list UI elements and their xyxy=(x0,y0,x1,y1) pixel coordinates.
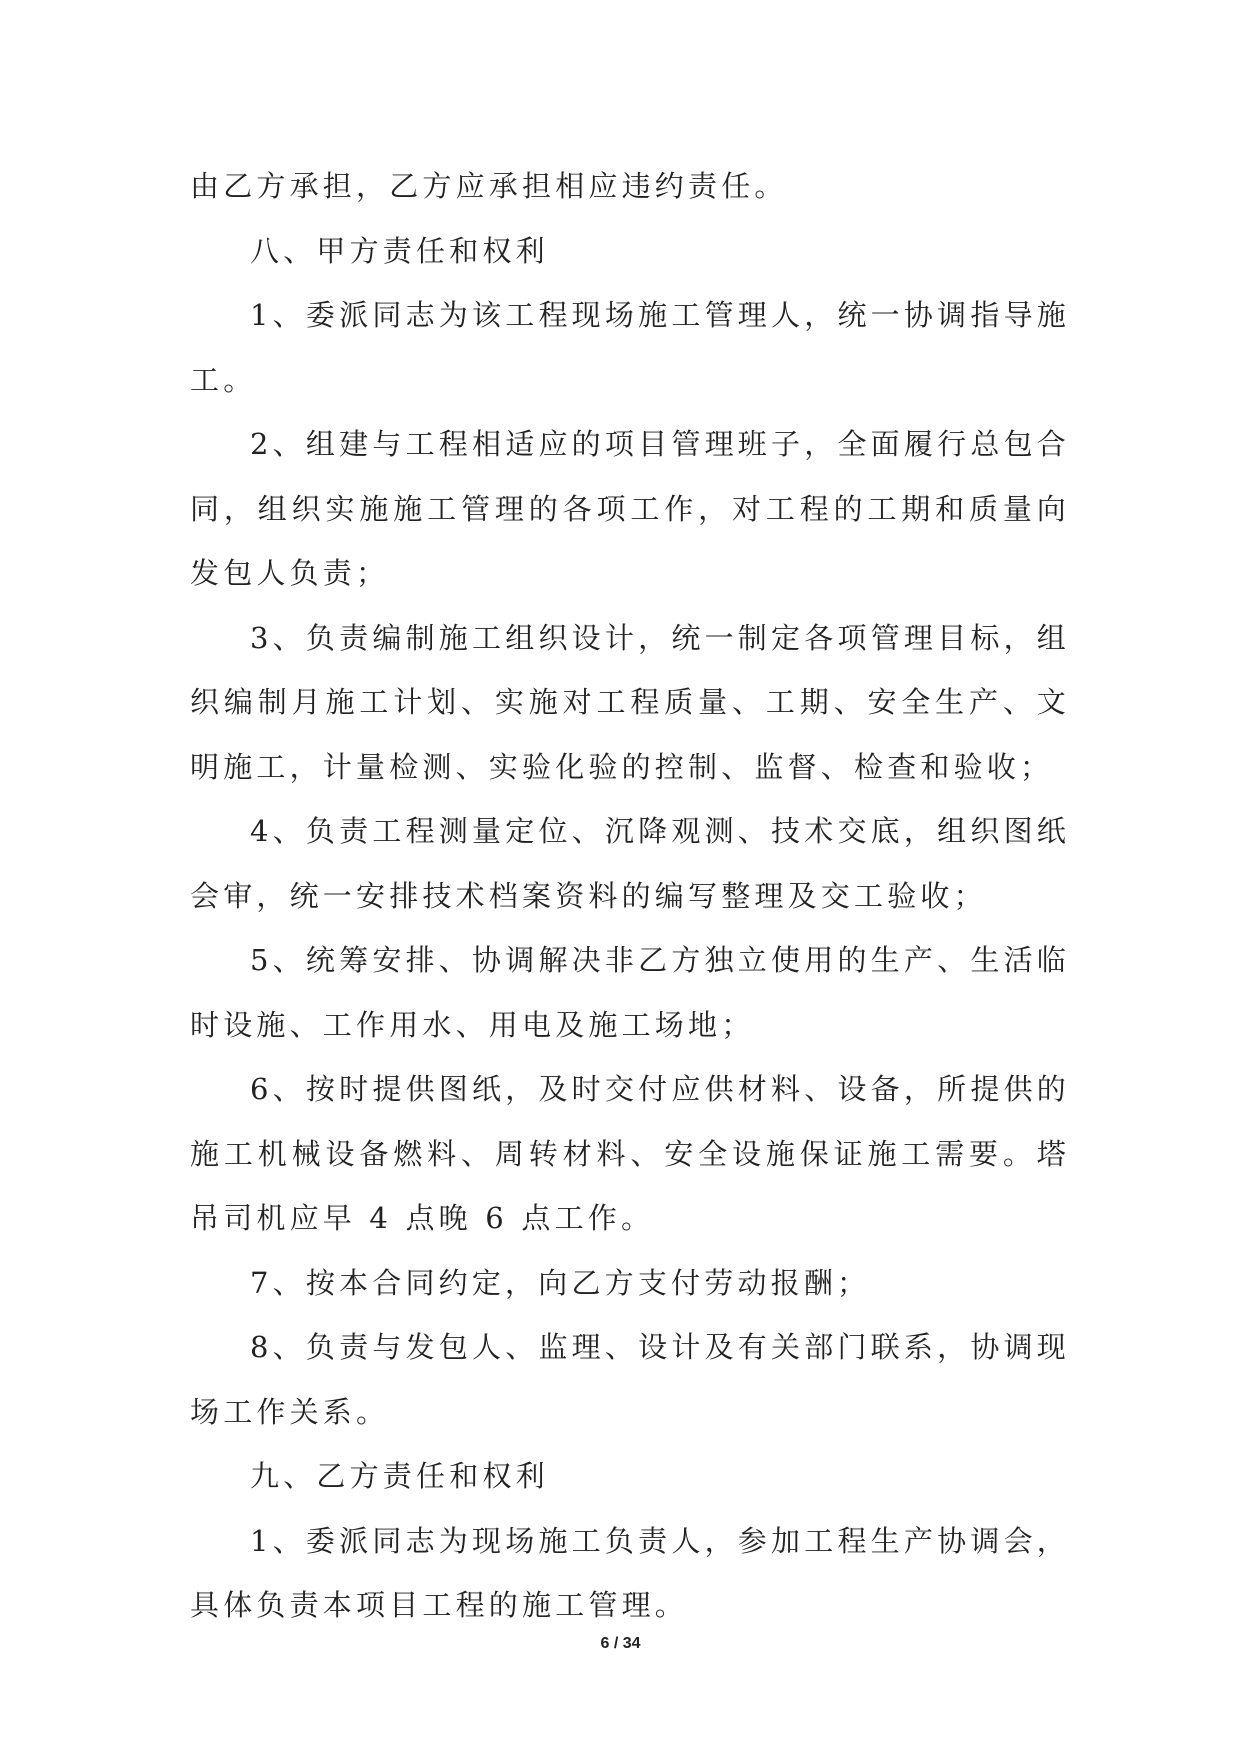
paragraph-b-item-1: 1、委派同志为现场施工负责人，参加工程生产协调会，具体负责本项目工程的施工管理。 xyxy=(190,1523,1070,1622)
document-body xyxy=(190,154,1070,1638)
paragraph-a-item-7: 7、按本合同约定，向乙方支付劳动报酬； xyxy=(250,1265,871,1300)
section-heading-party-b: 九、乙方责任和权利 xyxy=(250,1459,549,1493)
section-heading-party-a: 八、甲方责任和权利 xyxy=(250,233,549,268)
paragraph-a-item-6: 6、按时提供图纸，及时交付应供材料、设备，所提供的施工机械设备燃料、周转材料、安全设施保证施工需要。塔吊司机应早 4 点晚 6 点工作。 xyxy=(190,1072,1070,1235)
paragraph-a-item-4: 4、负责工程测量定位、沉降观测、技术交底，组织图纸会审，统一安排技术档案资料的编写整理及交工验收； xyxy=(190,814,1070,913)
paragraph-a-item-5: 5、统筹安排、协调解决非乙方独立使用的生产、生活临时设施、工作用水、用电及施工场地； xyxy=(190,943,1070,1042)
paragraph-a-item-1: 1、委派同志为该工程现场施工管理人，统一协调指导施工。 xyxy=(190,298,1070,397)
paragraph-a-item-2: 2、组建与工程相适应的项目管理班子，全面履行总包合同，组织实施施工管理的各项工作，对工程的工期和质量向发包人负责； xyxy=(190,427,1070,590)
paragraph-continuation: 由乙方承担，乙方应承担相应违约责任。 xyxy=(190,169,788,203)
paragraph-a-item-3: 3、负责编制施工组织设计，统一制定各项管理目标，组织编制月施工计划、实施对工程质量、工期、安全生产、文明施工，计量检测、实验化验的控制、监督、检查和验收； xyxy=(190,620,1070,784)
paragraph-a-item-8: 8、负责与发包人、监理、设计及有关部门联系，协调现场工作关系。 xyxy=(190,1330,1070,1429)
page-number: 6 / 34 xyxy=(600,1635,641,1652)
